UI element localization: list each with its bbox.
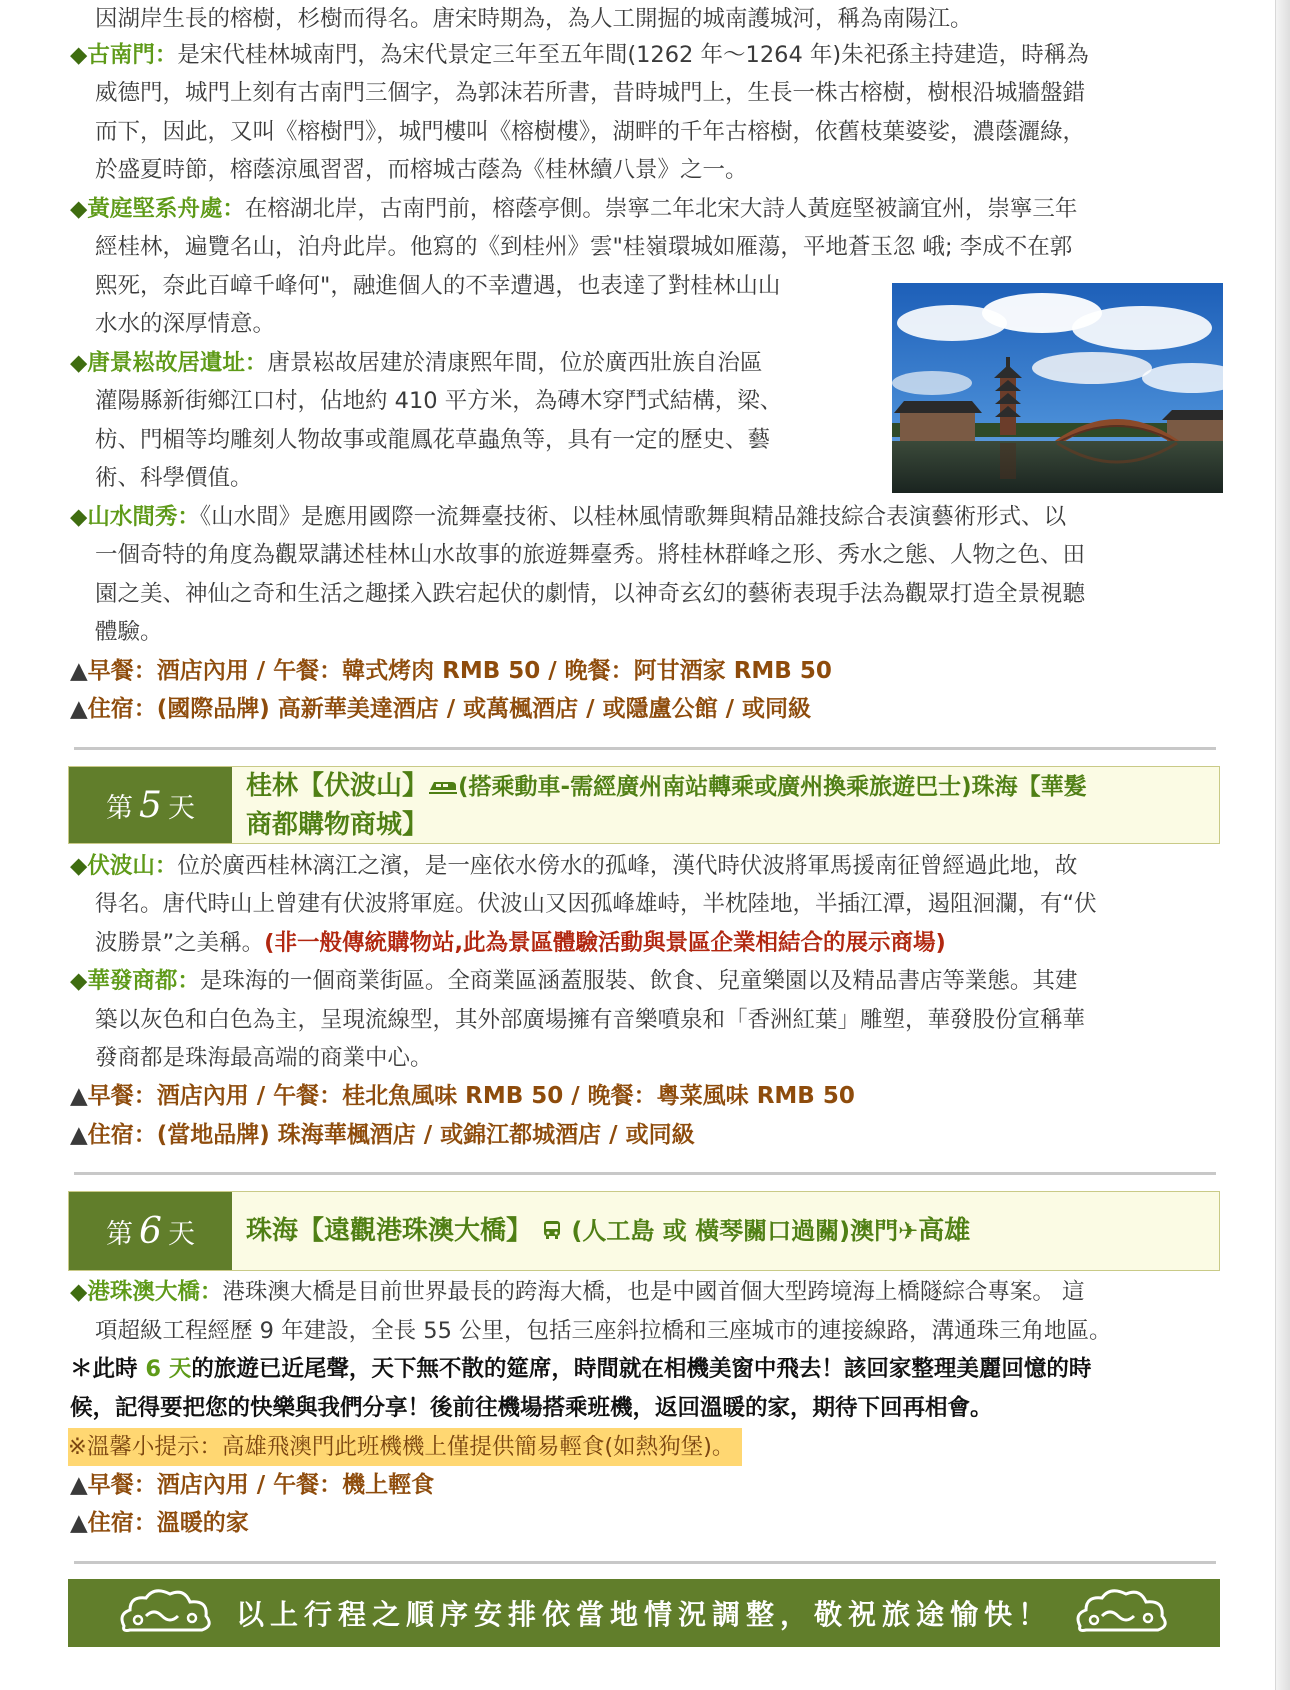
- paragraph-line: 體驗。: [95, 619, 163, 645]
- stay-text: 住宿：(當地品牌) 珠海華楓酒店 / 或錦江都城酒店 / 或同級: [87, 1122, 695, 1148]
- paragraph-line: 而下，因此，又叫《榕樹門》，城門樓叫《榕樹樓》，湖畔的千年古榕樹，依舊枝葉婆娑，濃蔭灑綠，: [95, 119, 1086, 145]
- triangle-bullet-icon: ▲: [70, 696, 88, 722]
- day-title-text: (人工島 或 橫琴關口過關)澳門: [563, 1217, 899, 1245]
- paragraph-line: 因湖岸生長的榕樹，杉樹而得名。唐宋時期為，為人工開掘的城南護城河，稱為南陽江。: [95, 6, 973, 32]
- shopping-note: (非一般傳統購物站,此為景區體驗活動與景區企業相結合的展示商場): [264, 930, 946, 956]
- footer-banner: [68, 1579, 1220, 1647]
- section-gunanmen: [70, 36, 1200, 74]
- day-title-text: 桂林【伏波山】: [246, 771, 429, 801]
- triangle-bullet-icon: ▲: [70, 1122, 88, 1148]
- train-icon: [428, 771, 458, 801]
- closing-line: 候，記得要把您的快樂與我們分享！後前往機場搭乘班機，返回溫暖的家，期待下回再相會。: [70, 1395, 993, 1421]
- paragraph-line: 是珠海的一個商業街區。全商業區涵蓋服裝、飲食、兒童樂園以及精品書店等業態。其建: [199, 968, 1078, 994]
- day-title: [246, 767, 1206, 844]
- stay-line: [70, 690, 811, 728]
- meals-text: 早餐：酒店內用 / 午餐：機上輕食: [87, 1472, 435, 1498]
- meals-line: [70, 1466, 434, 1504]
- paragraph-line: 一個奇特的角度為觀眾講述桂林山水故事的旅遊舞臺秀。將桂林群峰之形、秀水之態、人物之色、田: [95, 542, 1086, 568]
- paragraph-line: 項超級工程經歷 9 年建設，全長 55 公里，包括三座斜拉橋和三座城市的連接線路，溝通珠三角地區。: [95, 1318, 1112, 1344]
- day-title-text: 商都購物商城】: [246, 810, 429, 840]
- meals-text: 早餐：酒店內用 / 午餐：桂北魚風味 RMB 50 / 晚餐：粵菜風味 RMB 50: [87, 1083, 855, 1109]
- day-title-text: 高雄: [918, 1216, 971, 1246]
- triangle-bullet-icon: ▲: [70, 1472, 88, 1498]
- section-shanshuijian: [70, 498, 1200, 536]
- paragraph-line: 築以灰色和白色為主，呈現流線型，其外部廣場擁有音樂噴泉和「香洲紅葉」雕塑，華發股份宣稱華: [95, 1007, 1086, 1033]
- closing-text: ＊此時: [70, 1356, 146, 1382]
- day-title-text: (搭乘動車-需經廣州南站轉乘或廣州換乘旅遊巴士)珠海【華髮: [458, 774, 1087, 800]
- day-number: 5: [139, 784, 162, 826]
- plane-icon: ✈: [898, 1217, 919, 1245]
- section-fubo: [70, 847, 1200, 885]
- diamond-bullet-icon: ◆: [70, 350, 88, 376]
- paragraph-line: 熙死，奈此百嶂千峰何"，融進個人的不幸遭遇，也表達了對桂林山山: [95, 273, 781, 299]
- section-huafa: [70, 962, 1200, 1000]
- paragraph-line: 於盛夏時節，榕蔭涼風習習，而榕城古蔭為《桂林續八景》之一。: [95, 157, 748, 183]
- diamond-bullet-icon: ◆: [70, 853, 88, 879]
- day-suffix: 天: [167, 1218, 195, 1250]
- paragraph-line: 在榕湖北岸，古南門前，榕蔭亭側。崇寧二年北宋大詩人黃庭堅被謫宜州，崇寧三年: [244, 196, 1078, 222]
- paragraph-line: 位於廣西桂林漓江之濱，是一座依水傍水的孤峰，漢代時伏波將軍馬援南征曾經過此地，故: [177, 853, 1078, 879]
- day-prefix: 第: [106, 792, 134, 824]
- section-divider: [74, 1172, 1216, 1175]
- paragraph-line: 得名。唐代時山上曾建有伏波將軍庭。伏波山又因孤峰雄峙，半枕陸地，半插江潭，遏阻洄瀾，有“伏: [95, 891, 1097, 917]
- section-bridge: [70, 1273, 1200, 1311]
- day6-header: [68, 1191, 1220, 1271]
- paragraph-line: 《山水間》是應用國際一流舞臺技術、以桂林風情歌舞與精品雜技綜合表演藝術形式、以: [199, 504, 1067, 530]
- diamond-bullet-icon: ◆: [70, 42, 88, 68]
- section-keyword: 山水間秀：: [87, 504, 200, 530]
- diamond-bullet-icon: ◆: [70, 968, 88, 994]
- travel-tip: ※溫馨小提示：高雄飛澳門此班機機上僅提供簡易輕食(如熱狗堡)。: [68, 1428, 742, 1466]
- section-tangjingsong: [70, 344, 845, 382]
- paragraph-text: 波勝景”之美稱。: [95, 930, 265, 956]
- bus-icon: [541, 1216, 563, 1246]
- diamond-bullet-icon: ◆: [70, 196, 88, 222]
- triangle-bullet-icon: ▲: [70, 1083, 88, 1109]
- section-keyword: 唐景崧故居遺址：: [87, 350, 268, 376]
- day5-header: [68, 766, 1220, 844]
- paragraph-line: 園之美、神仙之奇和生活之趣揉入跌宕起伏的劇情，以神奇玄幻的藝術表現手法為觀眾打造全景視聽: [95, 581, 1086, 607]
- paragraph-line: 唐景崧故居建於清康熙年間，位於廣西壯族自治區: [267, 350, 763, 376]
- section-keyword: 港珠澳大橋：: [87, 1279, 223, 1305]
- stay-text: 住宿：溫暖的家: [87, 1510, 249, 1536]
- meals-line: [70, 652, 832, 690]
- cloud-ornament-icon: [1072, 1586, 1172, 1640]
- closing-text: 的旅遊已近尾聲，天下無不散的筵席，時間就在相機美窗中飛去！該回家整理美麗回憶的時: [191, 1356, 1092, 1382]
- meals-line: [70, 1077, 855, 1115]
- day-title-text: 珠海【遠觀港珠澳大橋】: [246, 1216, 533, 1246]
- paragraph-line: 港珠澳大橋是目前世界最長的跨海大橋，也是中國首個大型跨境海上橋隧綜合專案。 這: [222, 1279, 1085, 1305]
- paragraph-line: 灌陽縣新街鄉江口村，佔地約 410 平方米，為磚木穿鬥式結構，梁、: [95, 388, 783, 414]
- paragraph-line: 發商都是珠海最高端的商業中心。: [95, 1045, 433, 1071]
- day-suffix: 天: [167, 792, 195, 824]
- section-keyword: 古南門：: [87, 42, 178, 68]
- stay-line: [70, 1504, 249, 1542]
- section-keyword: 黃庭堅系舟處：: [87, 196, 245, 222]
- closing-days: 6 天: [145, 1356, 192, 1382]
- section-keyword: 華發商都：: [87, 968, 200, 994]
- paragraph-line: 威德門，城門上刻有古南門三個字，為郭沫若所書，昔時城門上，生長一株古榕樹，樹根沿城牆盤錯: [95, 80, 1086, 106]
- day-label: [69, 1192, 232, 1270]
- diamond-bullet-icon: ◆: [70, 504, 88, 530]
- triangle-bullet-icon: ▲: [70, 1510, 88, 1536]
- paragraph-line: 是宋代桂林城南門，為宋代景定三年至五年間(1262 年～1264 年)朱祀孫主持建造，時稱為: [177, 42, 1089, 68]
- scenery-photo: [892, 283, 1223, 493]
- section-divider: [74, 747, 1216, 750]
- day-prefix: 第: [106, 1218, 134, 1250]
- triangle-bullet-icon: ▲: [70, 658, 88, 684]
- day-title: [246, 1212, 1206, 1250]
- section-keyword: 伏波山：: [87, 853, 178, 879]
- stay-text: 住宿：(國際品牌) 高新華美達酒店 / 或萬楓酒店 / 或隱盧公館 / 或同級: [87, 696, 811, 722]
- stay-line: [70, 1116, 695, 1154]
- footer-text: 以上行程之順序安排依當地情況調整，敬祝旅途愉快！: [235, 1598, 1052, 1631]
- meals-text: 早餐：酒店內用 / 午餐：韓式烤肉 RMB 50 / 晚餐：阿甘酒家 RMB 50: [87, 658, 832, 684]
- day-label: [69, 767, 232, 843]
- paragraph-line: 枋、門楣等均雕刻人物故事或龍鳳花草蟲魚等，具有一定的歷史、藝: [95, 427, 771, 453]
- paragraph-line: 術、科學價值。: [95, 465, 253, 491]
- paragraph-line: 水水的深厚情意。: [95, 311, 276, 337]
- diamond-bullet-icon: ◆: [70, 1279, 88, 1305]
- closing-line: [70, 1350, 1200, 1388]
- section-divider: [74, 1561, 1216, 1564]
- section-huangtingjian: [70, 190, 1200, 228]
- cloud-ornament-icon: [116, 1586, 216, 1640]
- page-edge: [1275, 0, 1290, 1690]
- paragraph-line: [95, 924, 1225, 962]
- day-number: 6: [139, 1210, 162, 1252]
- paragraph-line: 經桂林，遍覽名山，泊舟此岸。他寫的《到桂州》雲"桂嶺環城如雁蕩，平地蒼玉忽 峨; 李成不在郭: [95, 234, 1073, 260]
